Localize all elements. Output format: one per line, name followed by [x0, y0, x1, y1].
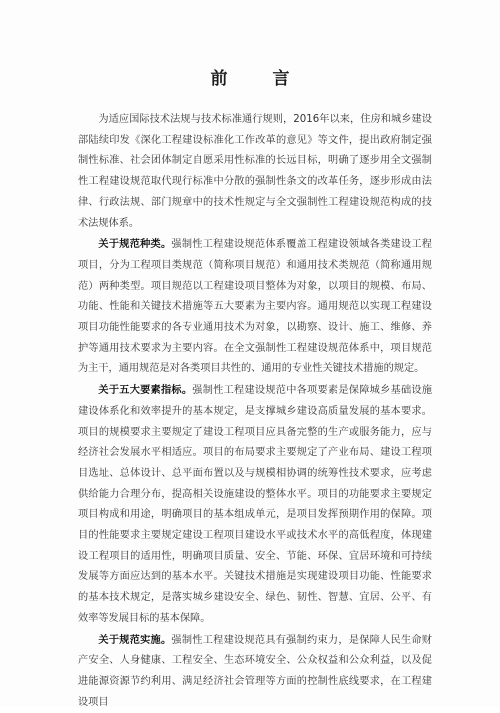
document-body	[78, 110, 432, 713]
paragraph-text: 强制性工程建设规范中各项要素是保障城乡基础设施建设体系化和效率提升的基本规定，是支撑城乡建设高质量发展的基本要求。项目的规模要求主要规定了建设工程项目应具备完整的生产或服务能力，应与经济社会发展水平相适应。项目的布局要求主要规定了产业布局、建设工程项目选址、总体设计、总平面布置以及与规模相协调的统筹性技术要求，应考虑供给能力合理分布，提高相关设施建设的整体水平。项目的功能要求主要规定项目构成和用途，明确项目的基本组成单元，是项目发挥预期作用的保障。项目的性能要求主要规定建设工程项目建设水平或技术水平的高低程度，体现建设工程项目的适用性，明确项目质量、安全、节能、环保、宜居环境和可持续发展等方面应达到的基本水平。关键技术措施是实现建设项目功能、性能要求的基本技术规定，是落实城乡建设安全、绿色、韧性、智慧、宜居、公平、有效率等发展目标的基本保障。	[78, 385, 433, 624]
paragraph-norm-types	[78, 235, 432, 380]
paragraph-lead: 关于规范实施。	[98, 634, 172, 646]
paragraph-text: 强制性工程建设规范体系覆盖工程建设领域各类建设工程项目，分为工程项目类规范（简称项目规范）和通用技术类规范（简称通用规范）两种类型。项目规范以工程建设项目整体为对象，以项目的规模、布局、功能、性能和关键技术措施等五大要素为主要内容。通用规范以实现工程建设项目功能性能要求的各专业通用技术为对象，以勘察、设计、施工、维修、养护等通用技术要求为主要内容。在全文强制性工程建设规范体系中，项目规范为主干，通用规范是对各类项目共性的、通用的专业性关键技术措施的规定。	[78, 239, 432, 375]
paragraph-lead: 关于五大要素指标。	[98, 385, 193, 397]
paragraph-text: 为适应国际技术法规与技术标准通行规则，2016年以来，住房和城乡建设部陆续印发《深化工程建设标准化工作改革的意见》等文件，提出政府制定强制性标准、社会团体制定自愿采用性标准的长远目标，明确了逐步用全文强制性工程建设规范取代现行标准中分散的强制性条文的改革任务，逐步形成由法律、行政法规、部门规章中的技术性规定与全文强制性工程建设规范构成的技术法规体系。	[78, 114, 432, 229]
paragraph-five-elements	[78, 381, 432, 629]
paragraph-implementation	[78, 631, 432, 713]
paragraph-lead: 关于规范种类。	[98, 239, 172, 251]
paragraph-text: 强制性工程建设规范具有强制约束力，是保障人民生命财产安全、人身健康、工程安全、生态环境安全、公众权益和公众利益，以及促进能源资源节约利用、满足经济社会管理等方面的控制性底线要求，在工程建设项目	[78, 634, 432, 708]
page-title: 前 言	[210, 69, 304, 89]
paragraph-intro	[78, 110, 432, 234]
